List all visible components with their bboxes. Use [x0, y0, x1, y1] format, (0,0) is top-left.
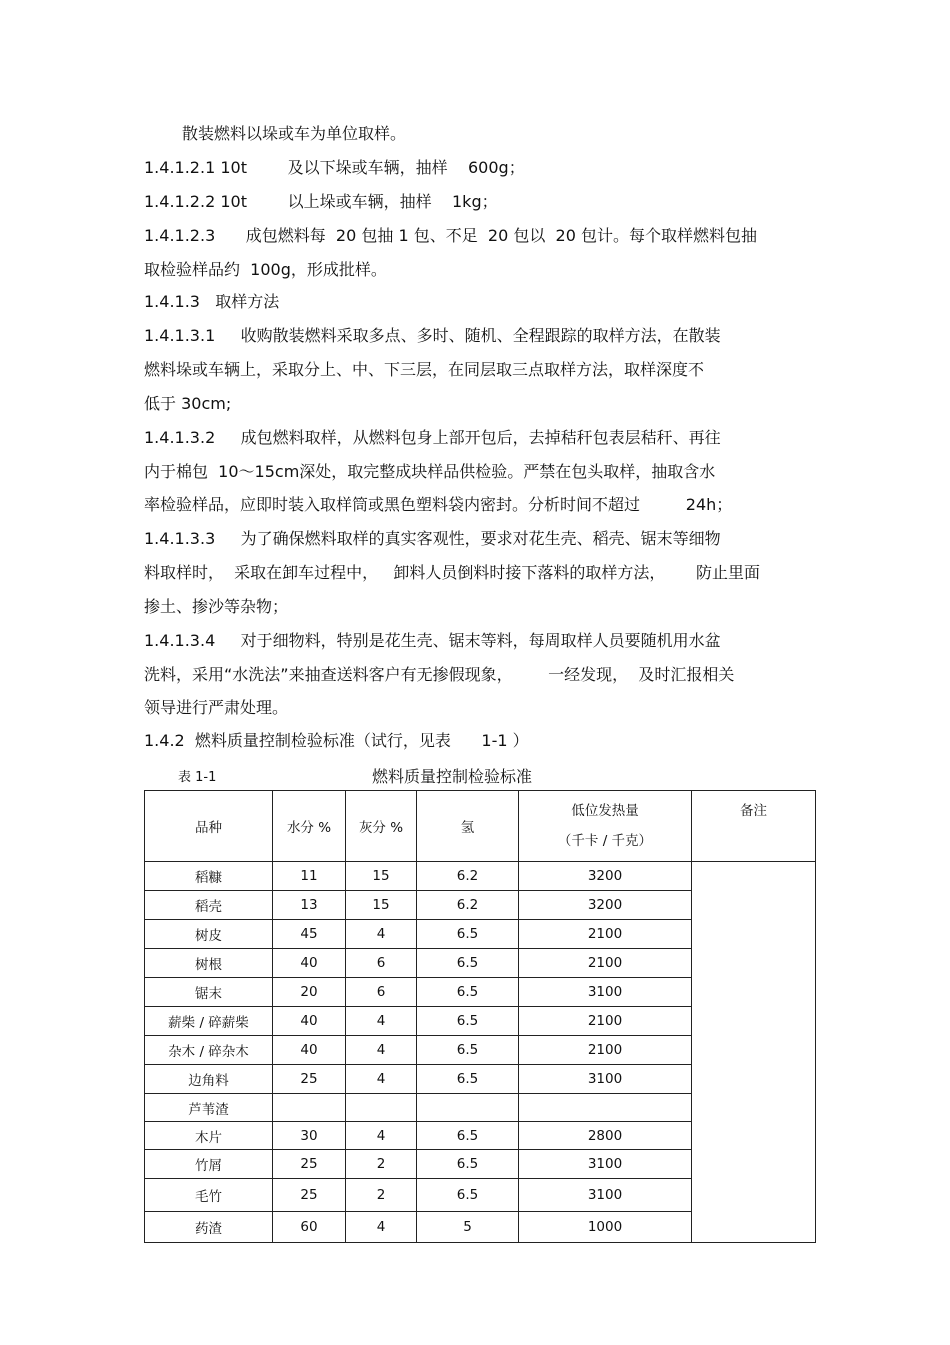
cell-moisture: 60: [273, 1212, 346, 1243]
paragraph: 1.4.1.3.4 对于细物料，特别是花生壳、锯末等料，每周取样人员要随机用水盆: [144, 631, 721, 650]
paragraph: 料取样时， 采取在卸车过程中， 卸料人员倒料时接下落料的取样方法， 防止里面: [144, 563, 760, 582]
cell-heat-value: 2100: [519, 920, 692, 949]
cell-hydrogen: 6.5: [417, 920, 519, 949]
header-hydrogen: 氢: [417, 791, 519, 862]
table-caption-label: 表 1-1: [178, 770, 217, 785]
paragraph: 洗料，采用“水洗法”来抽查送料客户有无掺假现象， 一经发现， 及时汇报相关: [144, 665, 735, 684]
cell-moisture: 11: [273, 862, 346, 891]
cell-ash: 2: [346, 1150, 417, 1179]
table-row: [145, 862, 816, 891]
cell-hydrogen: 6.5: [417, 1036, 519, 1065]
cell-ash: [346, 1094, 417, 1122]
section-heading: 1.4.1.3 取样方法: [144, 292, 280, 311]
cell-ash: 6: [346, 949, 417, 978]
header-moisture: 水分 %: [273, 791, 346, 862]
paragraph: 1.4.1.3.3 为了确保燃料取样的真实客观性，要求对花生壳、稻壳、锯末等细物: [144, 529, 721, 548]
cell-heat-value: 1000: [519, 1212, 692, 1243]
cell-heat-value: 3200: [519, 891, 692, 920]
cell-moisture: 40: [273, 1007, 346, 1036]
header-remark: 备注: [692, 791, 816, 862]
cell-variety: 毛竹: [145, 1179, 273, 1212]
section-heading: 1.4.2 燃料质量控制检验标准（试行，见表 1-1 ）: [144, 731, 529, 750]
cell-hydrogen: 6.5: [417, 978, 519, 1007]
cell-ash: 4: [346, 1212, 417, 1243]
cell-heat-value: 2100: [519, 1007, 692, 1036]
cell-ash: 4: [346, 1036, 417, 1065]
cell-ash: 2: [346, 1179, 417, 1212]
table-body: [145, 862, 816, 1243]
table-header-row: [145, 791, 816, 862]
header-ash: 灰分 %: [346, 791, 417, 862]
paragraph: 取检验样品约 100g，形成批样。: [144, 260, 387, 279]
cell-moisture: 30: [273, 1122, 346, 1150]
cell-moisture: 40: [273, 1036, 346, 1065]
cell-hydrogen: 6.5: [417, 1150, 519, 1179]
cell-ash: 15: [346, 891, 417, 920]
cell-moisture: 13: [273, 891, 346, 920]
cell-hydrogen: 5: [417, 1212, 519, 1243]
cell-moisture: 45: [273, 920, 346, 949]
paragraph: 掺土、掺沙等杂物；: [144, 597, 289, 616]
cell-hydrogen: [417, 1094, 519, 1122]
cell-ash: 15: [346, 862, 417, 891]
cell-hydrogen: 6.5: [417, 1007, 519, 1036]
paragraph: 率检验样品，应即时装入取样筒或黑色塑料袋内密封。分析时间不超过 24h；: [144, 495, 733, 514]
paragraph: 低于 30cm;: [144, 394, 232, 413]
header-heat-value: [519, 791, 692, 862]
cell-variety: 边角料: [145, 1065, 273, 1094]
paragraph: 1.4.1.2.3 成包燃料每 20 包抽 1 包、不足 20 包以 20 包计。每个取样燃料包抽: [144, 226, 757, 245]
paragraph: 1.4.1.3.1 收购散装燃料采取多点、多时、随机、全程跟踪的取样方法，在散装: [144, 326, 721, 345]
cell-hydrogen: 6.2: [417, 891, 519, 920]
paragraph: 燃料垛或车辆上，采取分上、中、下三层，在同层取三点取样方法，取样深度不: [144, 360, 705, 379]
cell-moisture: [273, 1094, 346, 1122]
cell-variety: 稻糠: [145, 862, 273, 891]
cell-variety: 木片: [145, 1122, 273, 1150]
cell-hydrogen: 6.5: [417, 1179, 519, 1212]
header-variety: 品种: [145, 791, 273, 862]
cell-hydrogen: 6.5: [417, 1065, 519, 1094]
cell-heat-value: 3100: [519, 1065, 692, 1094]
cell-heat-value: 2100: [519, 1036, 692, 1065]
header-heat-line1: 低位发热量: [571, 803, 639, 819]
cell-moisture: 25: [273, 1065, 346, 1094]
cell-variety: 芦苇渣: [145, 1094, 273, 1122]
paragraph: 1.4.1.3.2 成包燃料取样，从燃料包身上部开包后，去掉秸秆包表层秸秆、再往: [144, 428, 721, 447]
paragraph: 1.4.1.2.1 10t 及以下垛或车辆，抽样 600g；: [144, 158, 525, 177]
paragraph: 领导进行严肃处理。: [144, 698, 289, 717]
cell-variety: 树皮: [145, 920, 273, 949]
cell-variety: 锯末: [145, 978, 273, 1007]
table-caption-title: 燃料质量控制检验标准: [372, 767, 533, 786]
cell-ash: 4: [346, 1007, 417, 1036]
cell-ash: 4: [346, 920, 417, 949]
cell-hydrogen: 6.5: [417, 1122, 519, 1150]
fuel-quality-table: [144, 790, 816, 1243]
cell-moisture: 25: [273, 1150, 346, 1179]
cell-moisture: 40: [273, 949, 346, 978]
cell-variety: 竹屑: [145, 1150, 273, 1179]
cell-heat-value: 3100: [519, 978, 692, 1007]
cell-heat-value: [519, 1094, 692, 1122]
cell-variety: 稻壳: [145, 891, 273, 920]
cell-hydrogen: 6.2: [417, 862, 519, 891]
cell-moisture: 20: [273, 978, 346, 1007]
cell-heat-value: 3200: [519, 862, 692, 891]
cell-hydrogen: 6.5: [417, 949, 519, 978]
paragraph: 内于棉包 10～15cm深处，取完整成块样品供检验。严禁在包头取样，抽取含水: [144, 462, 716, 481]
cell-remark: [692, 862, 816, 1243]
cell-heat-value: 2100: [519, 949, 692, 978]
cell-heat-value: 3100: [519, 1179, 692, 1212]
cell-ash: 4: [346, 1122, 417, 1150]
cell-variety: 薪柴 / 碎薪柴: [145, 1007, 273, 1036]
paragraph: 1.4.1.2.2 10t 以上垛或车辆，抽样 1kg；: [144, 192, 498, 211]
header-heat-line2: （千卡 / 千克）: [557, 833, 653, 849]
cell-moisture: 25: [273, 1179, 346, 1212]
cell-ash: 4: [346, 1065, 417, 1094]
paragraph: 散装燃料以垛或车为单位取样。: [182, 124, 407, 143]
cell-ash: 6: [346, 978, 417, 1007]
cell-heat-value: 3100: [519, 1150, 692, 1179]
cell-variety: 树根: [145, 949, 273, 978]
cell-variety: 药渣: [145, 1212, 273, 1243]
cell-heat-value: 2800: [519, 1122, 692, 1150]
cell-variety: 杂木 / 碎杂木: [145, 1036, 273, 1065]
